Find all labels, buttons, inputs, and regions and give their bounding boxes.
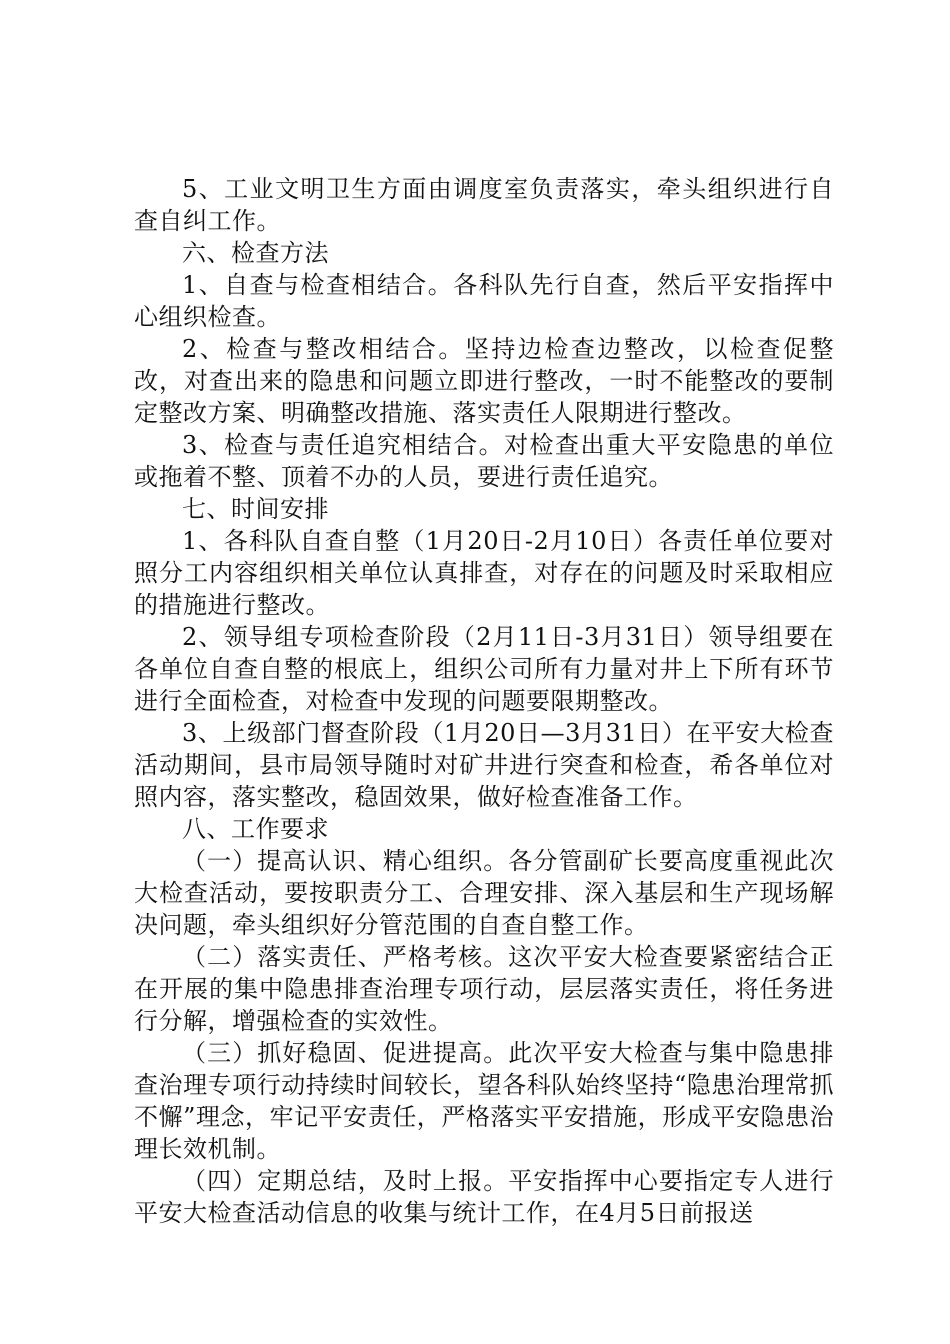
paragraph-requirement-4: （四）定期总结，及时上报。平安指挥中心要指定专人进行平安大检查活动信息的收集与统计工作，在4月5日前报送 bbox=[134, 1167, 834, 1227]
paragraph-requirement-2: （二）落实责任、严格考核。这次平安大检查要紧密结合正在开展的集中隐患排查治理专项行动，层层落实责任，将任务进行分解，增强检查的实效性。 bbox=[134, 943, 834, 1035]
paragraph-item-5-hygiene: 5、工业文明卫生方面由调度室负责落实，牵头组织进行自查自纠工作。 bbox=[134, 175, 834, 235]
section-heading-schedule: 七、时间安排 bbox=[182, 495, 329, 523]
section-heading-requirements: 八、工作要求 bbox=[182, 815, 329, 843]
paragraph-method-1: 1、自查与检查相结合。各科队先行自查，然后平安指挥中心组织检查。 bbox=[134, 271, 834, 331]
paragraph-requirement-1: （一）提高认识、精心组织。各分管副矿长要高度重视此次大检查活动，要按职责分工、合理安排、深入基层和生产现场解决问题，牵头组织好分管范围的自查自整工作。 bbox=[134, 847, 834, 939]
paragraph-schedule-1: 1、各科队自查自整（1月20日-2月10日）各责任单位要对照分工内容组织相关单位认真排查，对存在的问题及时采取相应的措施进行整改。 bbox=[134, 527, 834, 619]
paragraph-requirement-3: （三）抓好稳固、促进提高。此次平安大检查与集中隐患排查治理专项行动持续时间较长，望各科队始终坚持“隐患治理常抓不懈”理念，牢记平安责任，严格落实平安措施，形成平安隐患治理长效机制。 bbox=[134, 1039, 834, 1163]
paragraph-method-3: 3、检查与责任追究相结合。对检查出重大平安隐患的单位或拖着不整、顶着不办的人员，要进行责任追究。 bbox=[134, 431, 834, 491]
section-heading-inspection-methods: 六、检查方法 bbox=[182, 239, 329, 267]
paragraph-schedule-2: 2、领导组专项检查阶段（2月11日-3月31日）领导组要在各单位自查自整的根底上，组织公司所有力量对井上下所有环节进行全面检查，对检查中发现的问题要限期整改。 bbox=[134, 623, 834, 715]
paragraph-schedule-3: 3、上级部门督查阶段（1月20日—3月31日）在平安大检查活动期间，县市局领导随时对矿井进行突查和检查，希各单位对照内容，落实整改，稳固效果，做好检查准备工作。 bbox=[134, 719, 834, 811]
document-body bbox=[134, 173, 834, 1229]
paragraph-method-2: 2、检查与整改相结合。坚持边检查边整改，以检查促整改，对查出来的隐患和问题立即进行整改，一时不能整改的要制定整改方案、明确整改措施、落实责任人限期进行整改。 bbox=[134, 335, 834, 427]
